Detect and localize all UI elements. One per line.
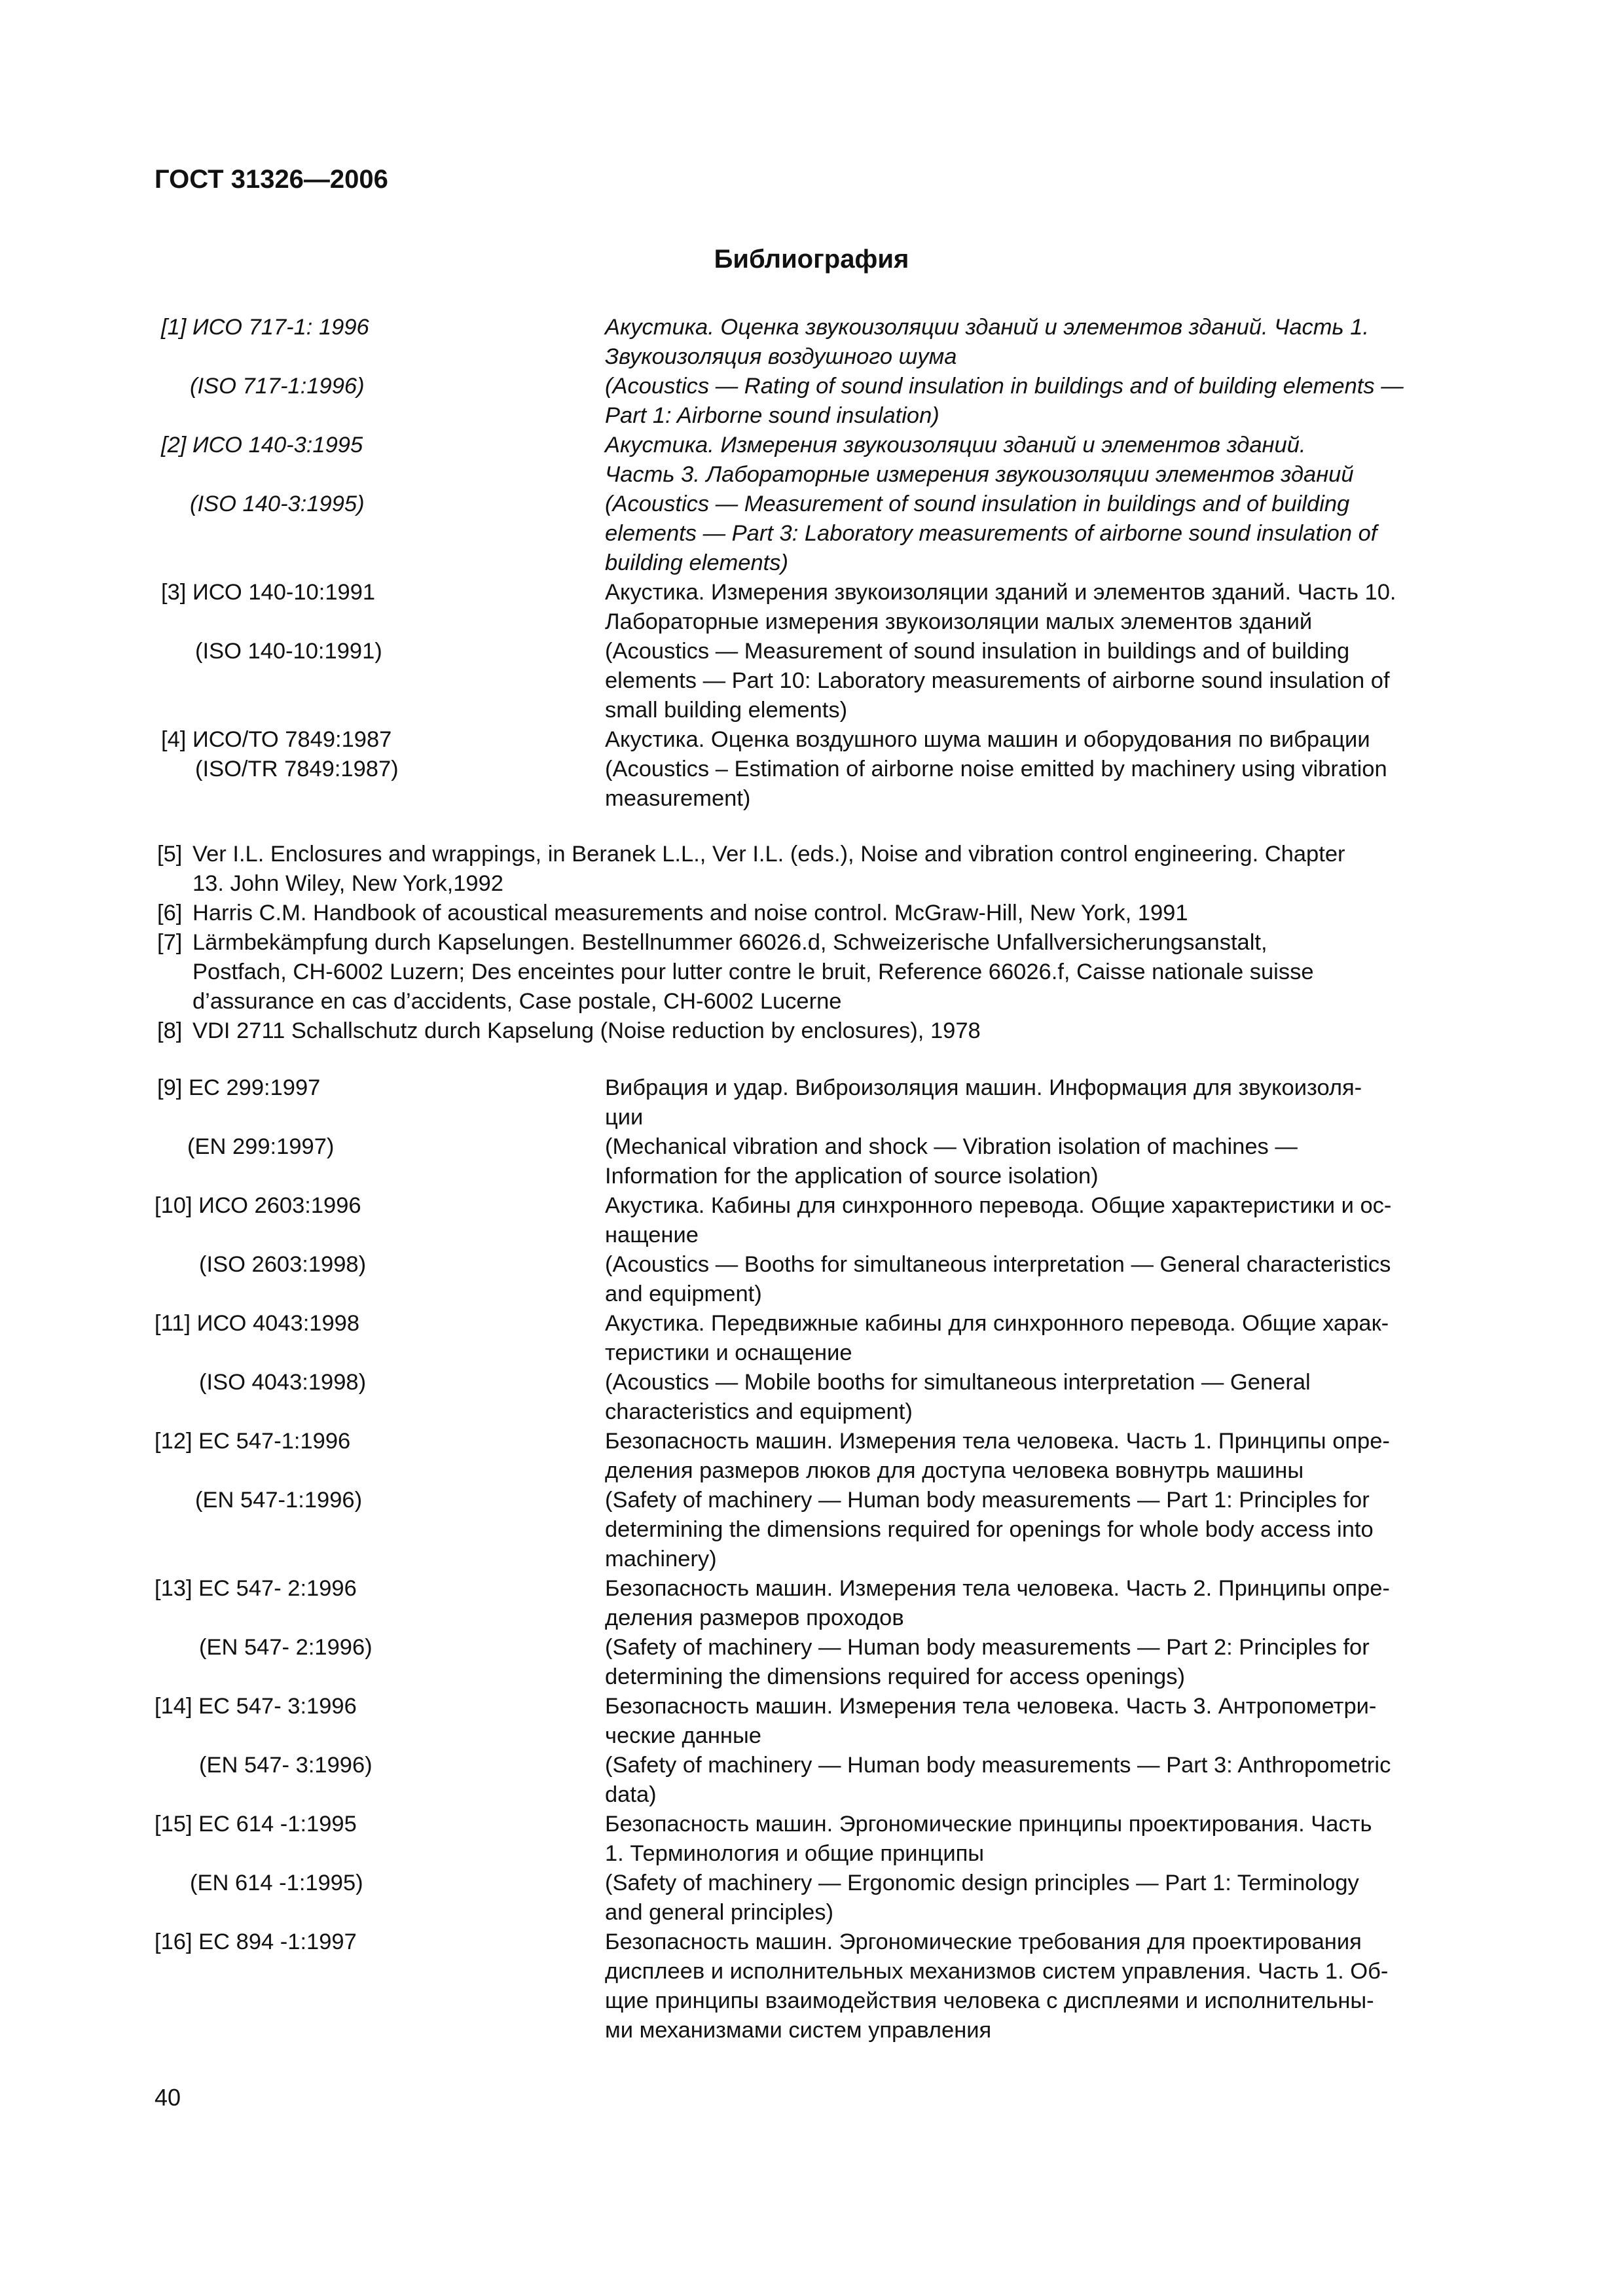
bib-entry-label: (ISO 140-3:1995) (190, 492, 365, 516)
desc-line: Безопасность машин. Эргономические принципы проектирования. Часть (605, 1812, 1372, 1837)
bib-entry-desc (605, 1427, 1472, 1486)
desc-line: elements — Part 3: Laboratory measurements of airborne sound insulation of (605, 521, 1377, 546)
bib-free-entry (0, 899, 1623, 928)
free-line: Harris C.M. Handbook of acoustical measurements and noise control. McGraw-Hill, New York, 1991 (192, 901, 1188, 925)
desc-line: (Safety of machinery — Human body measurements — Part 2: Principles for (605, 1635, 1370, 1660)
bib-entry (0, 1810, 1623, 1869)
desc-line: (Acoustics — Measurement of sound insulation in buildings and of building (605, 492, 1350, 516)
bib-free-number: [8] (157, 1018, 183, 1043)
bib-entry-label: [15] ЕС 614 -1:1995 (155, 1812, 357, 1837)
desc-line: Безопасность машин. Измерения тела человека. Часть 3. Антропометри- (605, 1694, 1377, 1719)
bib-entry-label: (EN 614 -1:1995) (190, 1871, 363, 1895)
bib-entry-desc (605, 1368, 1472, 1427)
free-line: Postfach, CH-6002 Luzern; Des enceintes pour lutter contre le bruit, Reference 66026.f, Caisse nationale suisse (192, 960, 1314, 984)
bib-entry-desc (605, 1633, 1472, 1692)
desc-line: деления размеров люков для доступа человека вовнутрь машины (605, 1458, 1304, 1483)
bibliography-free-refs (0, 840, 1623, 1046)
bib-entry-desc (605, 1132, 1472, 1191)
bib-entry (0, 490, 1623, 578)
bib-free-text (192, 1016, 1472, 1046)
bib-entry-desc (605, 1574, 1472, 1633)
bib-entry (0, 1486, 1623, 1574)
bib-entry-label: [3] ИСО 140-10:1991 (161, 580, 376, 605)
bib-entry-desc (605, 1250, 1472, 1309)
desc-line: small building elements) (605, 698, 848, 723)
free-line: Ver I.L. Enclosures and wrappings, in Beranek L.L., Ver I.L. (eds.), Noise and vibration control engineering. Chapter (192, 842, 1345, 867)
bib-entry-desc (605, 1486, 1472, 1574)
bib-entry-label: [12] ЕС 547-1:1996 (155, 1429, 351, 1454)
bib-entry (0, 1869, 1623, 1928)
free-line: VDI 2711 Schallschutz durch Kapselung (Noise reduction by enclosures), 1978 (192, 1018, 981, 1043)
bib-entry (0, 1928, 1623, 2045)
desc-line: Акустика. Кабины для синхронного перевода. Общие характеристики и ос- (605, 1193, 1392, 1218)
desc-line: (Mechanical vibration and shock — Vibration isolation of machines — (605, 1134, 1298, 1159)
bib-entry-label: (EN 547- 2:1996) (199, 1635, 373, 1660)
bib-entry-desc (605, 725, 1472, 755)
bib-entry-desc (605, 313, 1472, 372)
desc-line: Вибрация и удар. Виброизоляция машин. Информация для звукоизоля- (605, 1075, 1362, 1100)
desc-line: 1. Терминология и общие принципы (605, 1841, 985, 1866)
bib-entry-label: (EN 547-1:1996) (195, 1488, 363, 1513)
bib-entry-desc (605, 578, 1472, 637)
desc-line: Безопасность машин. Измерения тела человека. Часть 1. Принципы опре- (605, 1429, 1390, 1454)
bib-entry-label: [9] ЕС 299:1997 (157, 1075, 321, 1100)
bib-free-text (192, 840, 1472, 899)
bib-entry (0, 1751, 1623, 1810)
desc-line: (Safety of machinery — Human body measurements — Part 1: Principles for (605, 1488, 1370, 1513)
bib-free-entry (0, 928, 1623, 1016)
desc-line: (Acoustics — Mobile booths for simultaneous interpretation — General (605, 1370, 1311, 1395)
bib-entry-desc (605, 637, 1472, 725)
desc-line: теристики и оснащение (605, 1340, 852, 1365)
bib-entry-desc (605, 1751, 1472, 1810)
bib-entry (0, 1073, 1623, 1132)
bib-entry-label: [4] ИСО/ТО 7849:1987 (161, 727, 392, 752)
desc-line: ческие данные (605, 1723, 761, 1748)
desc-line: elements — Part 10: Laboratory measurements of airborne sound insulation of (605, 668, 1390, 693)
desc-line: (Acoustics — Rating of sound insulation in buildings and of building elements — (605, 374, 1404, 399)
desc-line: (Acoustics — Measurement of sound insulation in buildings and of building (605, 639, 1350, 664)
section-title: Библиография (714, 245, 909, 274)
desc-line: measurement) (605, 786, 751, 811)
bib-entry (0, 1250, 1623, 1309)
desc-line: (Acoustics – Estimation of airborne noise emitted by machinery using vibration (605, 757, 1387, 781)
desc-line: determining the dimensions required for openings for whole body access into (605, 1517, 1374, 1542)
bib-entry (0, 578, 1623, 637)
bib-entry-label: [14] ЕС 547- 3:1996 (155, 1694, 357, 1719)
bib-free-number: [5] (157, 842, 183, 867)
bib-entry (0, 1309, 1623, 1368)
bib-entry-desc (605, 1692, 1472, 1751)
bib-entry (0, 1692, 1623, 1751)
desc-line: нащение (605, 1223, 699, 1247)
bib-entry-label: [10] ИСО 2603:1996 (155, 1193, 361, 1218)
bib-entry (0, 637, 1623, 725)
desc-line: Акустика. Измерения звукоизоляции зданий и элементов зданий. (605, 433, 1306, 457)
bibliography-block-b (0, 1073, 1623, 2045)
desc-line: data) (605, 1782, 657, 1807)
bib-entry-desc (605, 490, 1472, 578)
bib-entry-label: [2] ИСО 140-3:1995 (161, 433, 363, 457)
bib-entry (0, 725, 1623, 755)
desc-line: (Safety of machinery — Ergonomic design principles — Part 1: Terminology (605, 1871, 1359, 1895)
desc-line: Звукоизоляция воздушного шума (605, 344, 957, 369)
bib-entry (0, 1191, 1623, 1250)
bib-entry-label: [13] ЕС 547- 2:1996 (155, 1576, 357, 1601)
desc-line: ции (605, 1105, 644, 1130)
desc-line: (Acoustics — Booths for simultaneous interpretation — General characteristics (605, 1252, 1391, 1277)
bib-entry-desc (605, 1309, 1472, 1368)
desc-line: дисплеев и исполнительных механизмов систем управления. Часть 1. Об- (605, 1959, 1389, 1984)
desc-line: Безопасность машин. Измерения тела человека. Часть 2. Принципы опре- (605, 1576, 1390, 1601)
desc-line: (Safety of machinery — Human body measurements — Part 3: Anthropometric (605, 1753, 1391, 1778)
bib-entry-label: [11] ИСО 4043:1998 (155, 1311, 360, 1336)
bib-entry-label: (EN 299:1997) (187, 1134, 335, 1159)
desc-line: деления размеров проходов (605, 1605, 904, 1630)
bib-entry (0, 372, 1623, 431)
desc-line: ми механизмами систем управления (605, 2018, 992, 2043)
desc-line: Акустика. Оценка звукоизоляции зданий и элементов зданий. Часть 1. (605, 315, 1370, 340)
bib-entry-desc (605, 1191, 1472, 1250)
bib-free-text (192, 928, 1472, 1016)
desc-line: щие принципы взаимодействия человека с дисплеями и исполнительны- (605, 1988, 1374, 2013)
bib-free-entry (0, 1016, 1623, 1046)
bib-entry-desc (605, 1810, 1472, 1869)
desc-line: Акустика. Передвижные кабины для синхронного перевода. Общие харак- (605, 1311, 1389, 1336)
free-line: d’assurance en cas d’accidents, Case postale, CH-6002 Lucerne (192, 989, 842, 1014)
desc-line: building elements) (605, 550, 788, 575)
bib-entry-label: (ISO 4043:1998) (199, 1370, 367, 1395)
bib-entry-label: (ISO 2603:1998) (199, 1252, 367, 1277)
bib-entry (0, 313, 1623, 372)
bib-entry-label: (ISO 717-1:1996) (190, 374, 365, 399)
desc-line: and general principles) (605, 1900, 834, 1925)
desc-line: characteristics and equipment) (605, 1399, 913, 1424)
desc-line: Часть 3. Лабораторные измерения звукоизоляции элементов зданий (605, 462, 1354, 487)
bib-entry-label: (EN 547- 3:1996) (199, 1753, 373, 1778)
desc-line: machinery) (605, 1547, 717, 1571)
bib-entry (0, 1574, 1623, 1633)
desc-line: Безопасность машин. Эргономические требования для проектирования (605, 1929, 1362, 1954)
bib-free-number: [6] (157, 901, 183, 925)
bib-entry (0, 431, 1623, 490)
bib-entry-desc (605, 1869, 1472, 1928)
desc-line: Лабораторные измерения звукоизоляции малых элементов зданий (605, 609, 1313, 634)
bib-entry-label: (ISO/TR 7849:1987) (195, 757, 399, 781)
bib-entry (0, 1427, 1623, 1486)
bib-entry-label: [1] ИСО 717-1: 1996 (161, 315, 369, 340)
bib-free-text (192, 899, 1472, 928)
page-number: 40 (155, 2084, 181, 2111)
bib-entry-desc (605, 372, 1472, 431)
bib-entry-desc (605, 1928, 1472, 2045)
desc-line: Part 1: Airborne sound insulation) (605, 403, 939, 428)
free-line: Lärmbekämpfung durch Kapselungen. Bestellnummer 66026.d, Schweizerische Unfallversicherungsanstalt, (192, 930, 1267, 955)
bib-entry (0, 1132, 1623, 1191)
bib-free-entry (0, 840, 1623, 899)
bib-entry (0, 1368, 1623, 1427)
bib-entry (0, 1633, 1623, 1692)
bib-entry-desc (605, 1073, 1472, 1132)
desc-line: Акустика. Измерения звукоизоляции зданий и элементов зданий. Часть 10. (605, 580, 1396, 605)
bib-entry-desc (605, 431, 1472, 490)
desc-line: and equipment) (605, 1282, 762, 1306)
bib-free-number: [7] (157, 930, 183, 955)
desc-line: determining the dimensions required for access openings) (605, 1664, 1185, 1689)
bib-entry-label: [16] ЕС 894 -1:1997 (155, 1929, 357, 1954)
desc-line: Information for the application of source isolation) (605, 1164, 1099, 1189)
bib-entry (0, 755, 1623, 814)
free-line: 13. John Wiley, New York,1992 (192, 871, 503, 896)
bib-entry-label: (ISO 140-10:1991) (195, 639, 382, 664)
bib-entry-desc (605, 755, 1472, 814)
desc-line: Акустика. Оценка воздушного шума машин и оборудования по вибрации (605, 727, 1370, 752)
standard-header: ГОСТ 31326—2006 (155, 165, 388, 194)
bibliography-block-a (0, 313, 1623, 814)
